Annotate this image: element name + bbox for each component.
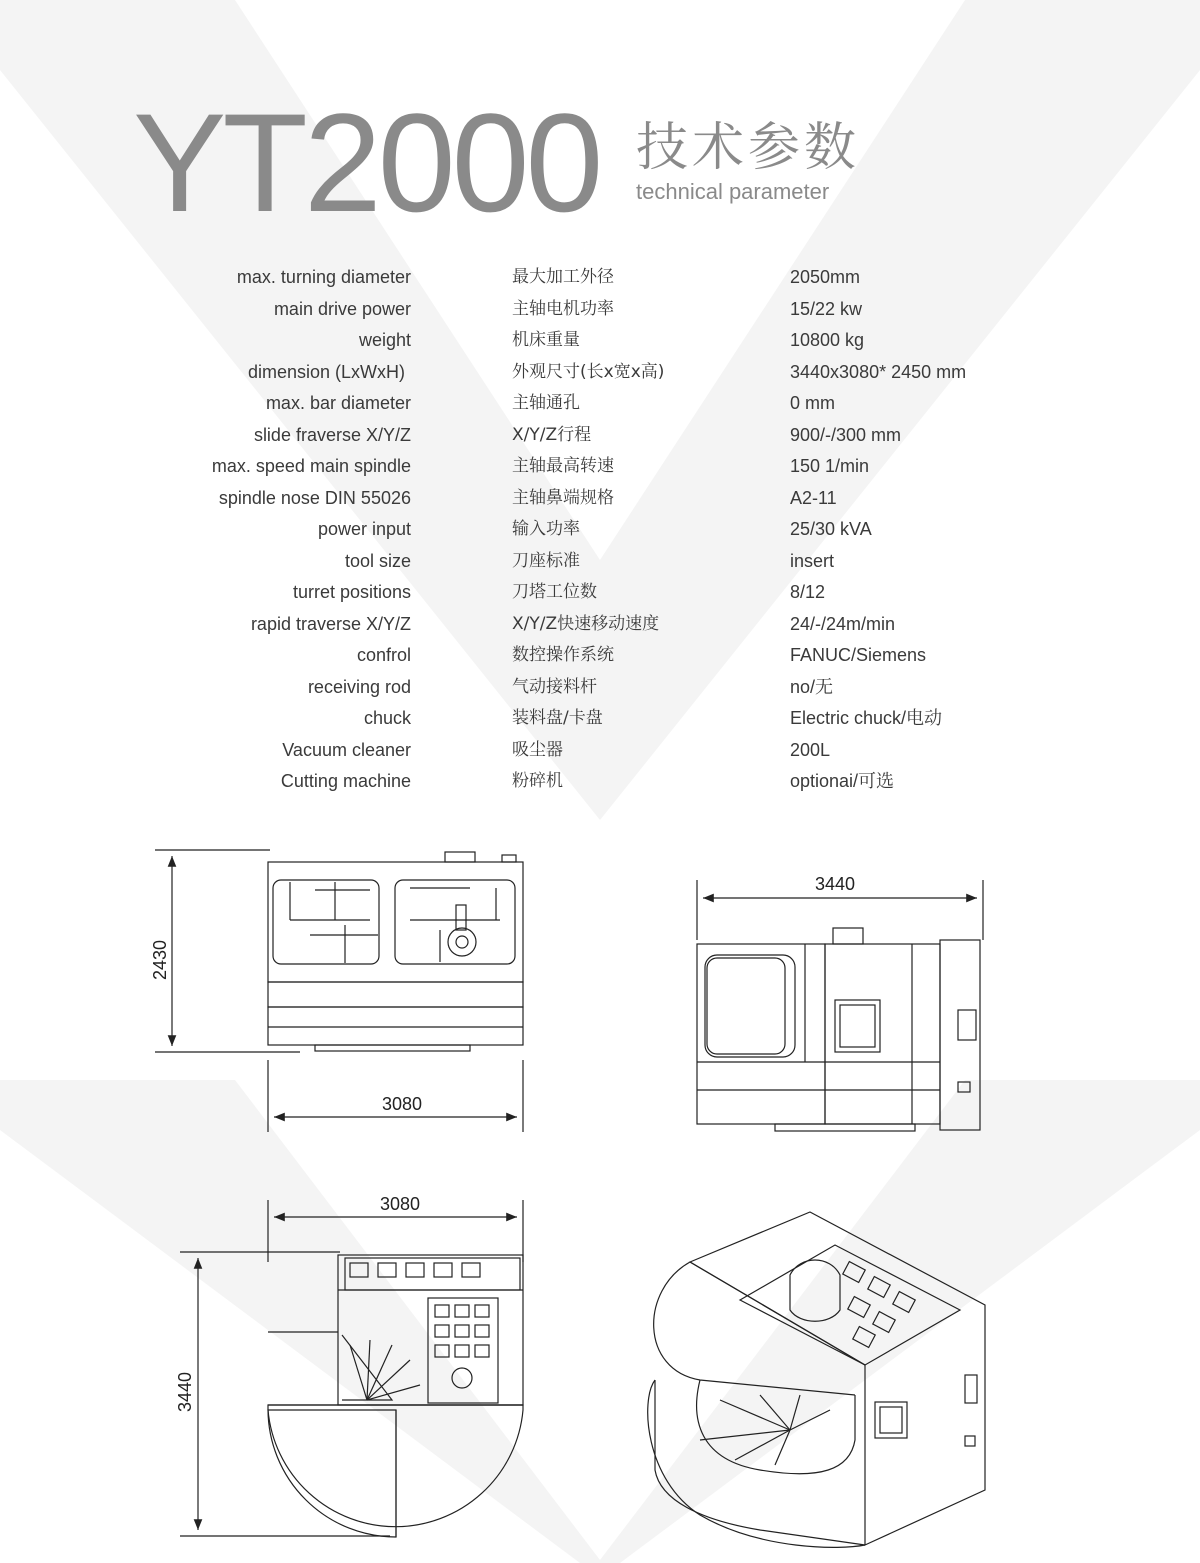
- spec-value: 0 mm: [790, 393, 835, 413]
- spec-value: 900/-/300 mm: [790, 424, 902, 445]
- spec-label-en: max. speed main spindle: [211, 456, 411, 476]
- spec-label-en: Vacuum cleaner: [282, 739, 411, 760]
- front-height-label: 2430: [150, 939, 170, 981]
- spec-label-en: main drive power: [273, 298, 411, 319]
- spec-label-cn: 气动接料杆: [512, 676, 597, 697]
- spec-value: 10800 kg: [790, 330, 865, 350]
- title-chinese: 技术参数: [636, 118, 861, 178]
- top-view-drawing: [180, 1200, 523, 1537]
- front-width-label: 3080: [381, 1094, 423, 1114]
- spec-label-en: dimension (LxWxH): [247, 361, 405, 382]
- spec-label-en: receiving rod: [307, 676, 411, 697]
- spec-value: 15/22 kw: [790, 298, 863, 319]
- top-width-label: 3080: [379, 1194, 421, 1214]
- spec-label-en: max. bar diameter: [265, 393, 411, 413]
- spec-value: 2050mm: [790, 267, 861, 287]
- front-view-drawing: [155, 850, 523, 1132]
- spec-value: 150 1/min: [790, 456, 870, 476]
- spec-value: insert: [790, 550, 835, 571]
- spec-label-en: chuck: [363, 708, 411, 728]
- spec-label-en: spindle nose DIN 55026: [218, 487, 411, 508]
- spec-label-cn: 最大加工外径: [512, 267, 614, 287]
- spec-label-cn: 吸尘器: [512, 739, 563, 760]
- spec-label-cn: 主轴电机功率: [512, 298, 614, 319]
- spec-value: A2-11: [790, 487, 837, 508]
- spec-label-en: slide fraverse X/Y/Z: [253, 424, 411, 445]
- spec-label-cn: 主轴最高转速: [512, 456, 614, 476]
- spec-label-cn: 粉碎机: [512, 771, 563, 791]
- title-english: technical parameter: [636, 179, 830, 204]
- spec-value: 3440x3080* 2450 mm: [790, 361, 967, 382]
- spec-label-cn: 数控操作系统: [512, 645, 614, 665]
- spec-label-en: confrol: [356, 645, 411, 665]
- spec-label-en: turret positions: [292, 582, 411, 602]
- spec-value: 24/-/24m/min: [790, 613, 896, 634]
- spec-label-en: weight: [358, 330, 411, 350]
- top-depth-label: 3440: [175, 1371, 195, 1413]
- spec-value: 25/30 kVA: [790, 519, 872, 539]
- spec-label-en: max. turning diameter: [236, 267, 411, 287]
- spec-value: 8/12: [790, 582, 826, 602]
- model-name: YT2000: [133, 84, 600, 241]
- spec-label-en: Cutting machine: [280, 771, 411, 791]
- spec-label-en: tool size: [344, 550, 411, 571]
- spec-value: no/无: [790, 676, 834, 697]
- spec-value: FANUC/Siemens: [790, 645, 927, 665]
- spec-label-cn: X/Y/Z快速移动速度: [512, 613, 660, 634]
- spec-label-cn: 刀塔工位数: [512, 582, 597, 602]
- spec-label-en: power input: [317, 519, 411, 539]
- isometric-view-drawing: [648, 1212, 985, 1547]
- side-view-drawing: [697, 880, 983, 1131]
- spec-value: 200L: [790, 739, 831, 760]
- spec-label-cn: 主轴鼻端规格: [512, 487, 614, 508]
- spec-label-cn: 装料盘/卡盘: [512, 708, 603, 728]
- spec-label-cn: 外观尺寸(长x宽x高): [512, 361, 665, 382]
- spec-label-en: rapid traverse X/Y/Z: [250, 613, 411, 634]
- spec-label-cn: 刀座标准: [512, 550, 580, 571]
- spec-label-cn: 输入功率: [512, 519, 580, 539]
- spec-value: optionai/可选: [790, 771, 895, 791]
- side-width-label: 3440: [814, 874, 856, 894]
- spec-label-cn: X/Y/Z行程: [512, 424, 592, 445]
- spec-label-cn: 主轴通孔: [512, 393, 580, 413]
- spec-value: Electric chuck/电动: [790, 708, 943, 728]
- spec-label-cn: 机床重量: [512, 330, 580, 350]
